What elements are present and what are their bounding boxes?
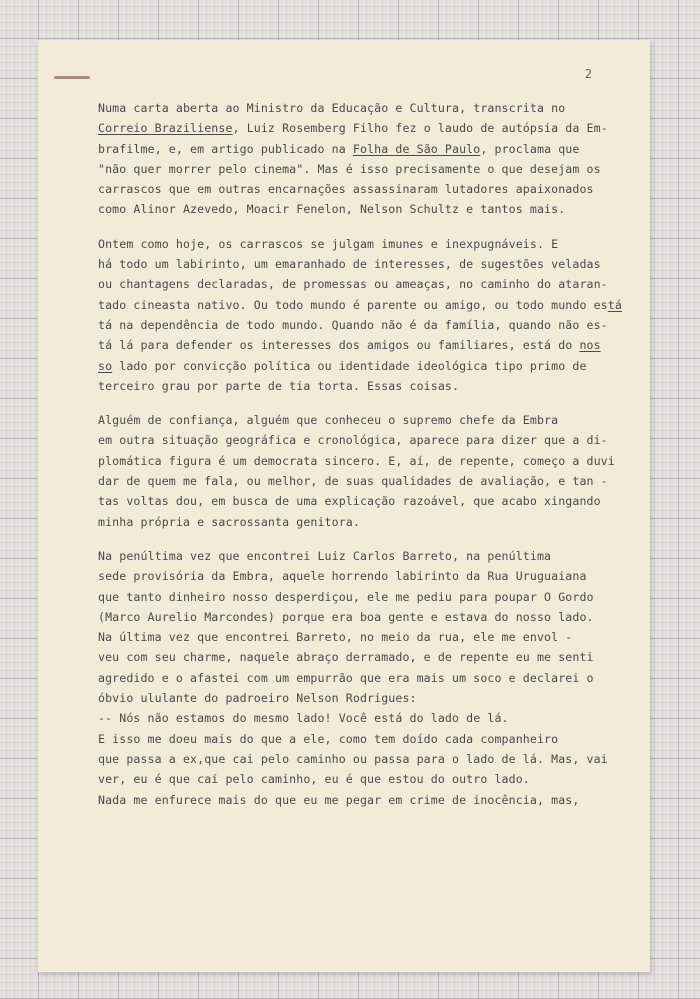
text-line [98,607,618,627]
text-line [98,335,618,355]
text-segment: Na última vez que encontrei Barreto, no meio da rua, ele me envol - [98,630,573,645]
text-segment: sede provisória da Embra, aquele horrendo labirinto da Rua Uruguaiana [98,569,587,584]
text-segment: Ontem como hoje, os carrascos se julgam imunes e inexpugnáveis. E [98,236,559,251]
text-line [98,159,618,179]
text-line [98,139,618,159]
text-segment: dar de quem me fala, ou melhor, de suas qualidades de avaliação, e tan - [98,474,608,489]
text-line [98,708,618,728]
text-segment: minha própria e sacrossanta genitora. [98,514,360,529]
text-line [98,315,618,335]
text-segment: tá na dependência de todo mundo. Quando não é da família, quando não es- [98,317,608,332]
paragraph-gap [98,220,618,234]
text-line [98,587,618,607]
text-line [98,566,618,586]
text-segment: lado por convicção política ou identidade ideológica tipo primo de [112,358,587,373]
text-segment: E isso me doeu mais do que a ele, como tem doído cada companheiro [98,731,559,746]
text-segment: "não quer morrer pelo cinema". Mas é isso precisamente o que desejam os [98,161,601,176]
text-segment: (Marco Aurelio Marcondes) porque era boa gente e estava do nosso lado. [98,609,594,624]
text-segment: que passa a ex,que cai pelo caminho ou passa para o lado de lá. Mas, vai [98,751,608,766]
text-segment: Nada me enfurece mais do que eu me pegar em crime de inocência, mas, [98,792,580,807]
text-line [98,376,618,396]
text-line [98,98,618,118]
text-segment: plomática figura é um democrata sincero. E, aí, de repente, começo a duvi [98,453,615,468]
text-segment: ou chantagens declaradas, de promessas ou ameaças, no caminho do ataran- [98,277,608,292]
text-segment: tas voltas dou, em busca de uma explicação razoável, que acabo xingando [98,494,601,509]
text-segment: , proclama que [480,141,580,156]
text-line [98,118,618,138]
text-segment: Alguém de confiança, alguém que conheceu o supremo chefe da Embra [98,413,559,428]
text-line [98,491,618,511]
underlined-text: Folha de São Paulo [352,141,481,156]
text-segment: , Luiz Rosemberg Filho fez o laudo de autópsia da Em- [232,121,608,136]
underlined-text: tá [607,297,622,312]
text-segment: óbvio ululante do padroeiro Nelson Rodrigues: [98,691,417,706]
text-segment: carrascos que em outras encarnações assassinaram lutadores apaixonados [98,182,594,197]
pen-mark [54,76,90,79]
text-segment: ver, eu é que caí pelo caminho, eu é que estou do outro lado. [98,772,530,787]
text-line [98,647,618,667]
text-segment: que tanto dinheiro nosso desperdiçou, ele me pediu para poupar O Gordo [98,589,594,604]
underlined-text: so [98,358,113,373]
text-line [98,471,618,491]
text-line [98,274,618,294]
text-segment: tado cineasta nativo. Ou todo mundo é parente ou amigo, ou todo mundo es [98,297,608,312]
text-line [98,430,618,450]
text-line [98,179,618,199]
text-line [98,769,618,789]
text-segment: Numa carta aberta ao Ministro da Educação e Cultura, transcrita no [98,101,566,115]
text-line [98,356,618,376]
text-line [98,295,622,315]
paragraph-gap [98,532,618,546]
text-line [98,254,618,274]
text-line [98,546,618,566]
text-line [98,790,618,810]
text-segment: terceiro grau por parte de tia torta. Essas coisas. [98,378,460,393]
underlined-text: Correio Braziliense [98,121,233,136]
text-segment: Na penúltima vez que encontrei Luiz Carlos Barreto, na penúltima [98,548,552,563]
paragraph-gap [98,396,618,410]
text-line [98,668,618,688]
text-line [98,688,618,708]
text-line [98,410,618,430]
text-line [98,199,618,219]
text-line [98,729,618,749]
text-segment: como Alinor Azevedo, Moacir Fenelon, Nelson Schultz e tantos mais. [98,202,566,217]
text-segment: em outra situação geográfica e cronológica, aparece para dizer que a di- [98,433,608,448]
typed-text-body [98,98,622,810]
underlined-text: nos [579,338,601,353]
text-line [98,627,618,647]
text-segment: agredido e o afastei com um empurrão que era mais um soco e declarei o [98,670,594,685]
document-page [38,40,650,972]
text-segment: há todo um labirinto, um emaranhado de interesses, de sugestões veladas [98,257,601,272]
text-segment: -- Nós não estamos do mesmo lado! Você está do lado de lá. [98,711,509,726]
text-segment: veu com seu charme, naquele abraço derramado, e de repente eu me senti [98,650,594,665]
text-line [98,749,618,769]
text-segment: brafilme, e, em artigo publicado na [98,141,353,156]
text-line [98,451,618,471]
text-line [98,234,618,254]
text-line [98,512,618,532]
page-number: 2 [584,67,592,81]
text-segment: tá lá para defender os interesses dos amigos ou familiares, está do [98,338,580,353]
